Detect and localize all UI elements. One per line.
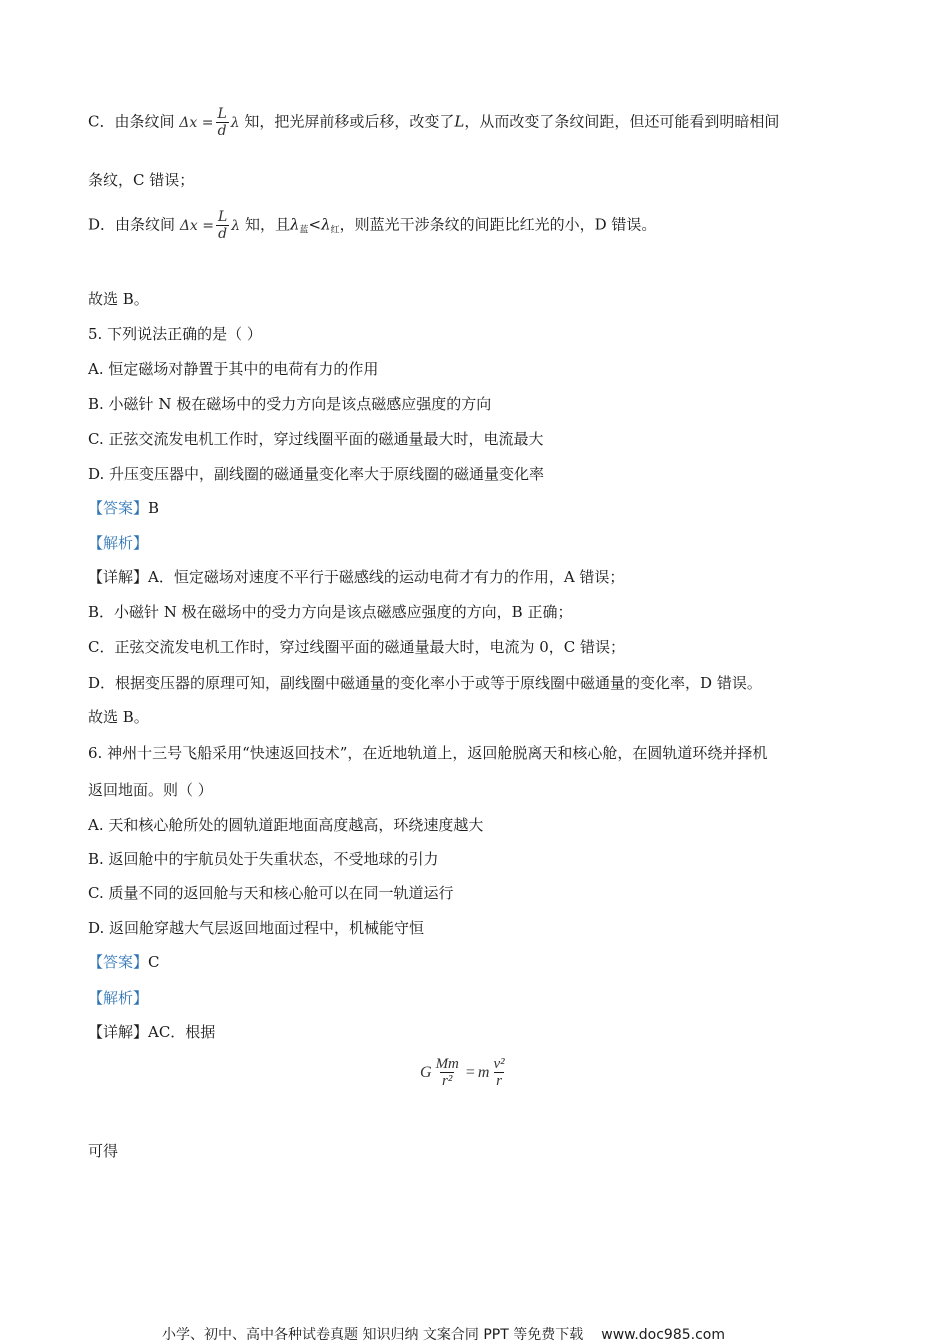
lambda-symbol: λ	[231, 217, 241, 234]
lambda-symbol: λ	[230, 114, 240, 131]
numerator-l: L	[217, 106, 227, 122]
symbol-g: G	[420, 1063, 432, 1081]
numerator-v2: v²	[493, 1056, 505, 1072]
q5-option-a: A. 恒定磁场对静置于其中的电荷有力的作用	[88, 360, 379, 378]
fringe-spacing-formula-c	[179, 106, 239, 139]
text-d-mid: 知，且	[244, 215, 290, 234]
symbol-l: L	[454, 112, 465, 131]
gravitation-formula	[420, 1056, 509, 1089]
explanation-c	[88, 106, 779, 139]
lambda-blue: λ	[289, 215, 300, 234]
q6-stem-1: 6. 神州十三号飞船采用“快速返回技术”，在近地轨道上，返回舱脱离天和核心舱，在圆轨道环绕并择机	[88, 744, 768, 762]
lambda-red: λ	[321, 215, 331, 234]
footer-site-link[interactable]: www.doc985.com	[601, 1327, 725, 1343]
kede-text: 可得	[88, 1142, 119, 1160]
text-c-mid: 知，把光屏前移或后移，改变了	[244, 112, 455, 131]
q6-analysis-tag: 【解析】	[88, 989, 149, 1007]
explanation-d	[88, 209, 656, 242]
text-c-prefix: C．由条纹间	[88, 112, 175, 131]
fraction-mm-over-r2	[434, 1056, 461, 1089]
footer-text: 小学、初中、高中各种试卷真题 知识归纳 文案合同 PPT 等免费下载	[162, 1327, 584, 1343]
fraction-l-over-d	[215, 106, 228, 139]
q5-option-c: C. 正弦交流发电机工作时，穿过线圈平面的磁通量最大时，电流最大	[88, 430, 544, 448]
answer-value: C	[148, 953, 160, 971]
q5-detail-b: B．小磁针 N 极在磁场中的受力方向是该点磁感应强度的方向，B 正确；	[88, 603, 573, 621]
denominator-r: r	[496, 1073, 502, 1089]
q5-option-d: D. 升压变压器中，副线圈的磁通量变化率大于原线圈的磁通量变化率	[88, 465, 545, 483]
q5-detail-d: D．根据变压器的原理可知，副线圈中磁通量的变化率小于或等于原线圈中磁通量的变化率，D 错误。	[88, 674, 762, 692]
answer-value: B	[148, 499, 160, 517]
symbol-m: m	[477, 1063, 490, 1081]
answer-tag: 【答案】	[88, 953, 149, 971]
q5-analysis-tag: 【解析】	[88, 534, 149, 552]
lambda-blue-subscript: 蓝	[299, 225, 309, 236]
denominator-d: d	[218, 226, 228, 242]
fraction-l-over-d	[216, 209, 229, 242]
numerator-mm: Mm	[435, 1056, 459, 1072]
page-footer	[162, 1324, 725, 1344]
text-c-suffix: ，从而改变了条纹间距，但还可能看到明暗相间	[464, 112, 780, 131]
q6-stem-2: 返回地面。则（ ）	[88, 781, 213, 799]
less-than: <	[308, 215, 322, 234]
numerator-l: L	[218, 209, 228, 225]
text-d-suffix: ，则蓝光干涉条纹的间距比红光的小，D 错误。	[339, 215, 657, 234]
explanation-c-cont: 条纹，C 错误；	[88, 171, 195, 189]
fringe-spacing-formula-d	[180, 209, 240, 242]
answer-tag: 【答案】	[88, 499, 149, 517]
lambda-red-subscript: 红	[330, 225, 340, 236]
q6-answer	[88, 952, 160, 972]
q4-conclusion: 故选 B。	[88, 290, 149, 308]
q6-option-d: D. 返回舱穿越大气层返回地面过程中，机械能守恒	[88, 919, 425, 937]
q6-option-a: A. 天和核心舱所处的圆轨道距地面高度越高，环绕速度越大	[88, 816, 484, 834]
q5-answer	[88, 498, 159, 518]
q5-detail-c: C．正弦交流发电机工作时，穿过线圈平面的磁通量最大时，电流为 0，C 错误；	[88, 638, 626, 656]
text-d-prefix: D．由条纹间	[88, 215, 176, 234]
delta-x: Δx =	[179, 217, 214, 234]
q6-option-b: B. 返回舱中的宇航员处于失重状态，不受地球的引力	[88, 850, 439, 868]
q5-stem: 5. 下列说法正确的是（ ）	[88, 325, 262, 343]
denominator-d: d	[217, 123, 227, 139]
delta-x: Δx =	[179, 114, 214, 131]
q6-detail: 【详解】AC．根据	[88, 1023, 216, 1041]
q5-conclusion: 故选 B。	[88, 708, 149, 726]
q5-option-b: B. 小磁针 N 极在磁场中的受力方向是该点磁感应强度的方向	[88, 395, 492, 413]
q6-option-c: C. 质量不同的返回舱与天和核心舱可以在同一轨道运行	[88, 884, 454, 902]
fraction-v2-over-r	[491, 1056, 506, 1089]
denominator-r2: r²	[442, 1073, 453, 1089]
equals-sign: =	[465, 1063, 475, 1081]
q5-detail-a: 【详解】A．恒定磁场对速度不平行于磁感线的运动电荷才有力的作用，A 错误；	[88, 568, 625, 586]
